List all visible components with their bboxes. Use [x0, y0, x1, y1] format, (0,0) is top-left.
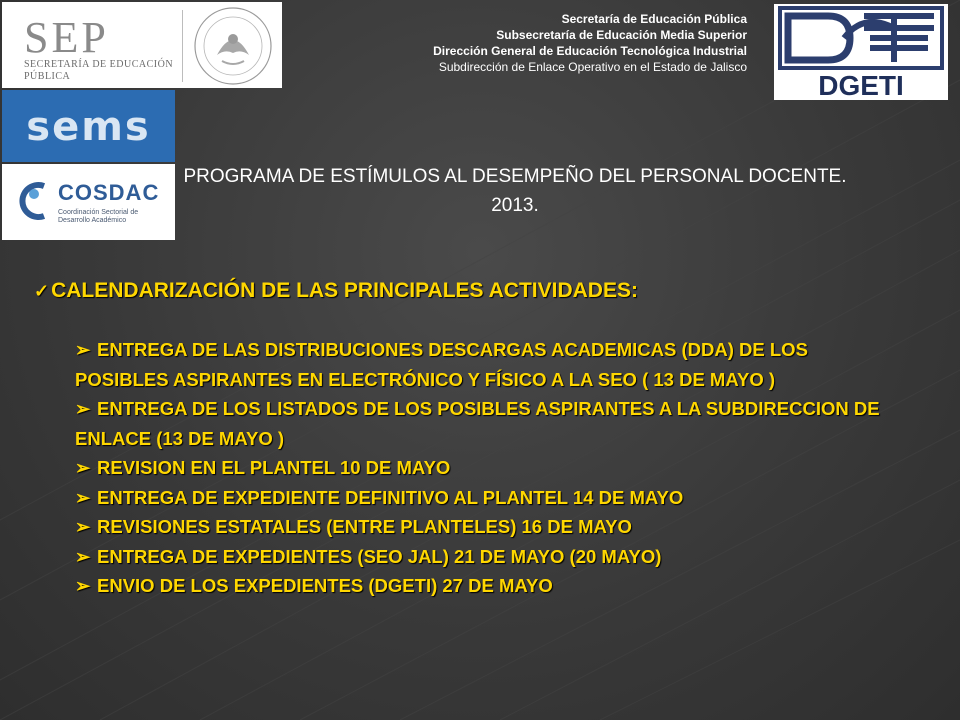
- dgeti-logo-text: DGETI: [818, 70, 904, 100]
- list-item: [75, 335, 905, 394]
- list-item-text: ENTREGA DE LAS DISTRIBUCIONES DESCARGAS ACADEMICAS (DDA) DE LOS POSIBLES ASPIRANTES EN ELECTRÓNICO Y FÍSICO A LA SEO ( 13 DE MAYO ): [75, 339, 808, 390]
- list-item: [75, 512, 905, 542]
- mexican-seal-icon: [192, 5, 274, 87]
- activity-list: [75, 335, 905, 601]
- list-item-text: ENTREGA DE EXPEDIENTE DEFINITIVO AL PLANTEL 14 DE MAYO: [97, 486, 684, 508]
- list-item: [75, 571, 905, 601]
- cosdac-logo-text: COSDAC: [58, 180, 160, 205]
- sep-logo-divider: [182, 10, 183, 82]
- cosdac-mark-icon: [12, 176, 52, 226]
- arrowhead-bullet-icon: ➢: [75, 486, 91, 508]
- arrowhead-bullet-icon: ➢: [75, 575, 91, 596]
- list-item-text: ENVIO DE LOS EXPEDIENTES (DGETI) 27 DE MAYO: [97, 575, 553, 596]
- section-heading-text: CALENDARIZACIÓN DE LAS PRINCIPALES ACTIVIDADES:: [51, 279, 638, 302]
- dgeti-logo: [774, 4, 948, 100]
- header-line-4: Subdirección de Enlace Operativo en el Estado de Jalisco: [438, 60, 747, 74]
- list-item-text: ENTREGA DE EXPEDIENTES (SEO JAL) 21 DE MAYO (20 MAYO): [97, 545, 662, 567]
- list-item-text: ENTREGA DE LOS LISTADOS DE LOS POSIBLES ASPIRANTES A LA SUBDIRECCION DE ENLACE (13 DE MAYO ): [75, 398, 880, 449]
- list-item-text: REVISION EN EL PLANTEL 10 DE MAYO: [97, 457, 451, 478]
- section-heading: [34, 279, 638, 303]
- sep-logo: [2, 2, 282, 88]
- sep-logo-text: SEP: [24, 13, 109, 62]
- cosdac-logo: [2, 164, 175, 240]
- cosdac-logo-subtitle: Coordinación Sectorial de Desarrollo Académico: [58, 209, 139, 224]
- arrowhead-bullet-icon: ➢: [75, 545, 91, 567]
- checkmark-icon: ✓: [34, 281, 50, 301]
- dgeti-logo-icon: [774, 4, 948, 100]
- header-line-2: Subsecretaría de Educación Media Superior: [496, 28, 747, 42]
- list-item-text: REVISIONES ESTATALES (ENTRE PLANTELES) 16 DE MAYO: [97, 516, 632, 537]
- institution-header: [433, 11, 747, 75]
- arrowhead-bullet-icon: ➢: [75, 457, 91, 478]
- arrowhead-bullet-icon: ➢: [75, 339, 91, 360]
- sep-logo-subtitle: SECRETARÍA DE EDUCACIÓN PÚBLICA: [24, 59, 174, 82]
- arrowhead-bullet-icon: ➢: [75, 398, 91, 419]
- sems-logo-text: sems: [26, 104, 151, 150]
- sems-logo: [2, 90, 175, 162]
- program-title: PROGRAMA DE ESTÍMULOS AL DESEMPEÑO DEL PERSONAL DOCENTE. 2013.: [183, 166, 847, 216]
- list-item: [75, 542, 905, 572]
- header-line-3: Dirección General de Educación Tecnológica Industrial: [433, 44, 747, 58]
- list-item: [75, 483, 905, 513]
- list-item: [75, 394, 905, 453]
- arrowhead-bullet-icon: ➢: [75, 516, 91, 537]
- header-line-1: Secretaría de Educación Pública: [561, 12, 747, 26]
- list-item: [75, 453, 905, 483]
